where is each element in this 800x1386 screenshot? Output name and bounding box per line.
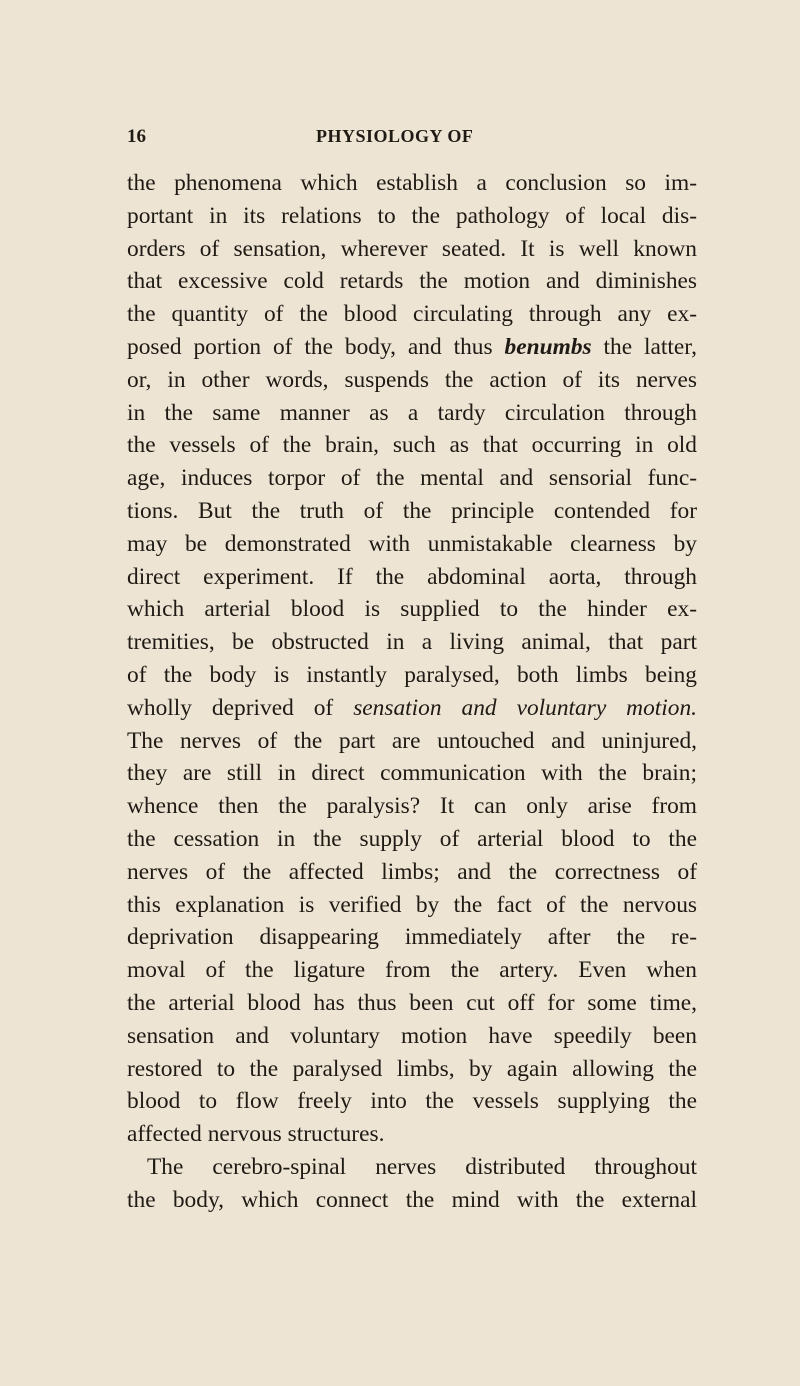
text-line: The cerebro-spinal nerves distributed throughout [147,1153,697,1180]
text-line: which arterial blood is supplied to the hinder ex- [127,596,697,623]
text-segment: posed portion of the body, and thus [127,333,505,360]
text-segment: the latter, [591,333,698,360]
text-line [127,692,697,725]
text-line: the vessels of the brain, such as that occurring in old [127,432,697,459]
emphasized-phrase: sensation and voluntary motion. [353,694,697,721]
text-line: The nerves of the part are untouched and uninjured, [127,727,697,754]
text-line: the quantity of the blood circulating through any ex- [127,301,697,328]
text-line: whence then the paralysis? It can only arise from [127,793,697,820]
text-line: the phenomena which establish a conclusion so im- [127,170,697,196]
text-line: tremities, be obstructed in a living animal, that part [127,629,697,656]
text-line: deprivation disappearing immediately after the re- [127,924,697,951]
text-line: affected nervous structures. [127,1121,385,1148]
text-line: restored to the paralysed limbs, by again allowing the [127,1055,697,1082]
text-line: in the same manner as a tardy circulation through [127,399,697,426]
text-line: of the body is instantly paralysed, both limbs being [127,661,697,688]
emphasized-word: benumbs [504,333,592,360]
text-line: direct experiment. If the abdominal aorta, through [127,563,697,590]
text-line: the body, which connect the mind with the external [127,1186,697,1213]
text-line: the cessation in the supply of arterial blood to the [127,825,697,852]
text-line: nerves of the affected limbs; and the correctness of [127,858,697,885]
text-line: or, in other words, suspends the action of its nerves [127,366,697,393]
running-head [127,126,692,150]
text-line: blood to flow freely into the vessels supplying the [127,1088,697,1115]
text-line: age, induces torpor of the mental and sensorial func- [127,465,697,492]
running-title: PHYSIOLOGY OF [316,126,474,146]
text-line: orders of sensation, wherever seated. It is well known [127,235,697,262]
text-line: this explanation is verified by the fact of the nervous [127,891,697,918]
text-line: portant in its relations to the pathology of local dis- [127,202,697,229]
text-line: tions. But the truth of the principle contended for [127,497,697,524]
text-line: the arterial blood has thus been cut off for some time, [127,989,697,1016]
text-line: that excessive cold retards the motion and diminishes [127,268,697,295]
text-segment: wholly deprived of [127,694,354,721]
text-line [127,331,697,364]
text-line: may be demonstrated with unmistakable clearness by [127,530,697,557]
text-line: moval of the ligature from the artery. Even when [127,957,697,984]
text-line: they are still in direct communication with the brain; [127,760,697,787]
page-number: 16 [127,126,146,147]
body-text [127,167,697,1217]
text-line: sensation and voluntary motion have speedily been [127,1022,697,1049]
